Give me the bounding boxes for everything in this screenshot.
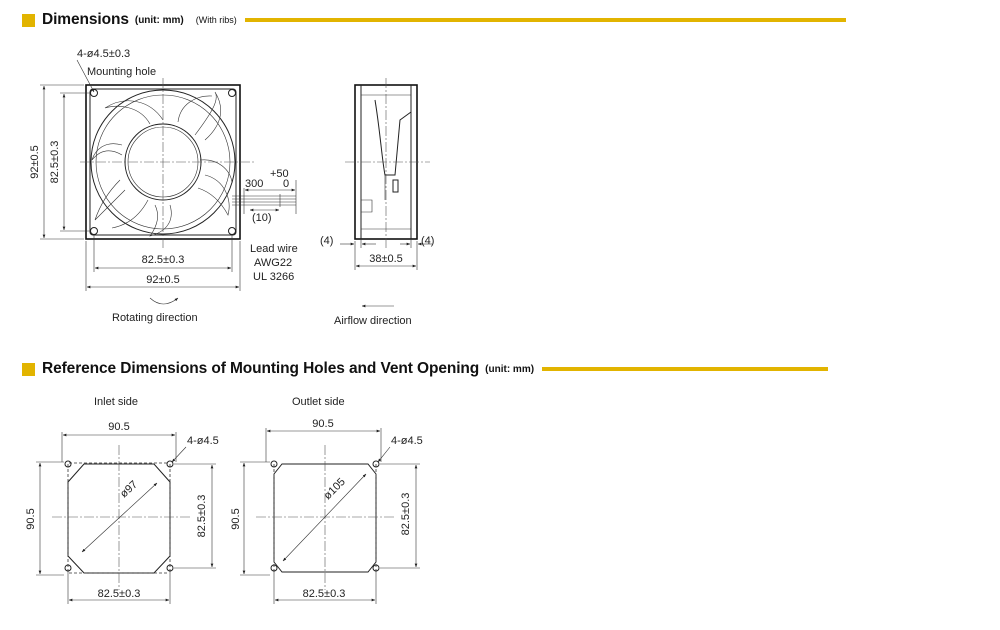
lead-len-label: 300	[245, 178, 264, 190]
inlet-bottom-label: 82.5±0.3	[97, 588, 141, 600]
lead-wires	[232, 194, 296, 207]
rib-right-label: (4)	[421, 235, 435, 247]
outlet-right-label: 82.5±0.3	[400, 492, 412, 536]
inlet-holes-label: 4-ø4.5	[187, 435, 219, 447]
depth-label: 38±0.5	[369, 253, 403, 265]
front-view	[29, 48, 298, 324]
rotation-arrow	[150, 298, 178, 304]
lead-wire-line1: Lead wire	[250, 243, 298, 255]
mounting-hole	[91, 90, 98, 97]
lead-tol-low-label: 0	[283, 178, 290, 190]
outlet-holes-leader	[378, 447, 390, 462]
outlet-holes-label: 4-ø4.5	[391, 435, 423, 447]
inlet-left-label: 90.5	[25, 508, 37, 530]
dim-pitch-h-label: 82.5±0.3	[141, 254, 185, 266]
strip-len-label: (10)	[252, 212, 272, 224]
inlet-top-label: 90.5	[108, 421, 130, 433]
dim-pitch-v-label: 82.5±0.3	[49, 140, 61, 184]
inlet-label: Inlet side	[94, 396, 139, 408]
outlet-view	[230, 396, 423, 604]
lead-tol-label: +50	[270, 168, 289, 180]
inlet-view	[25, 396, 219, 604]
hole-label: Mounting hole	[87, 66, 157, 78]
outlet-diameter-line	[283, 474, 366, 561]
section-unit: (unit: mm)	[485, 363, 535, 375]
section-unit: (unit: mm)	[134, 14, 184, 26]
hole-callout: 4-ø4.5±0.3	[77, 48, 131, 60]
side-view	[320, 78, 434, 327]
inlet-diameter-label: ø97	[117, 478, 141, 501]
inlet-right-label: 82.5±0.3	[196, 494, 208, 538]
outlet-left-label: 90.5	[230, 508, 242, 530]
rib-left-label: (4)	[320, 235, 334, 247]
inlet-holes-leader	[172, 447, 186, 462]
outlet-label: Outlet side	[292, 396, 345, 408]
side-wire-exit	[361, 200, 372, 212]
lead-wire-line2: AWG22	[254, 257, 293, 269]
mounting-hole	[229, 228, 236, 235]
rotating-label: Rotating direction	[112, 312, 198, 324]
airflow-label: Airflow direction	[334, 315, 412, 327]
outlet-bottom-label: 82.5±0.3	[302, 588, 346, 600]
lead-wire-line3: UL 3266	[253, 271, 295, 283]
mounting-hole	[91, 228, 98, 235]
outlet-top-label: 90.5	[312, 418, 334, 430]
dim-outer-v-label: 92±0.5	[29, 145, 41, 179]
section-note: (With ribs)	[195, 15, 237, 25]
section-title: Dimensions	[42, 11, 129, 28]
section-title: Reference Dimensions of Mounting Holes and Vent Opening	[42, 360, 480, 377]
side-motor	[375, 100, 411, 175]
outlet-diameter-label: ø105	[321, 475, 348, 503]
side-label	[393, 180, 398, 192]
mounting-hole	[229, 90, 236, 97]
dim-outer-h-label: 92±0.5	[146, 274, 180, 286]
